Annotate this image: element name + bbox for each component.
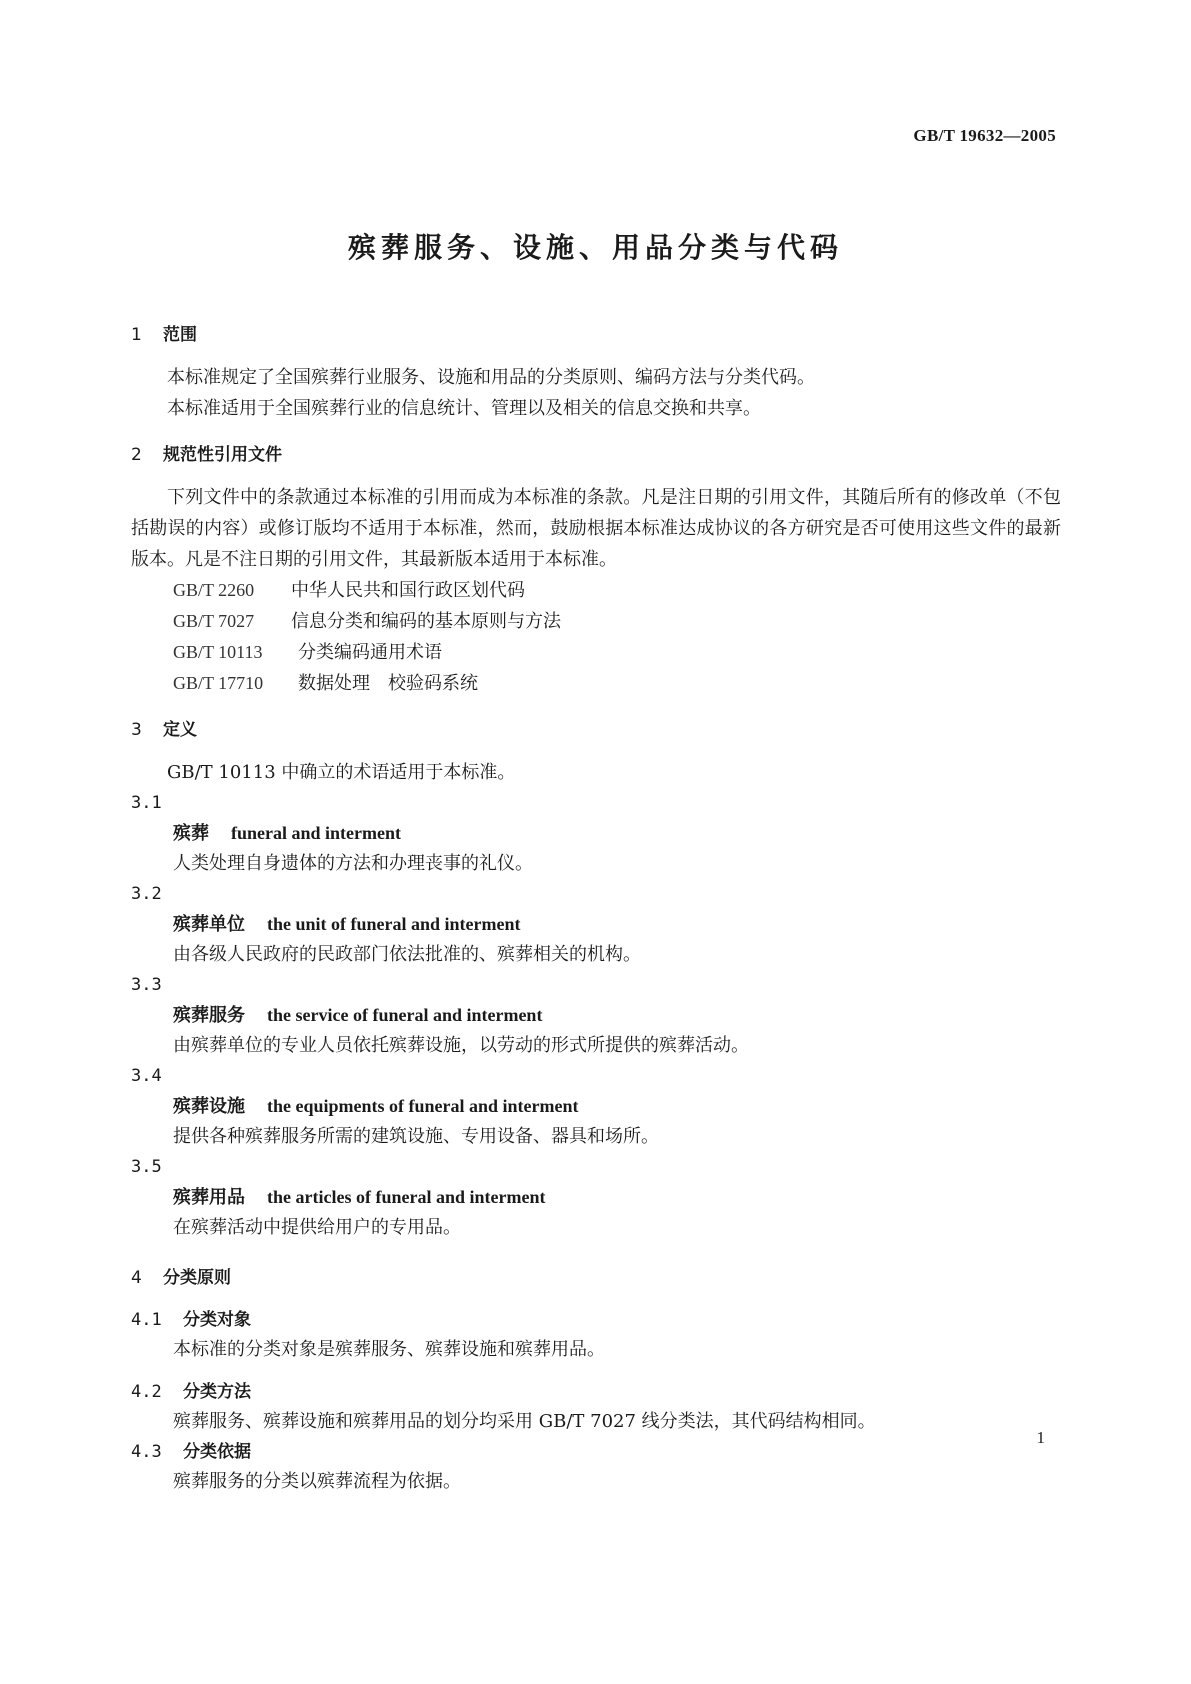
term-number: 3.5 (131, 1157, 162, 1177)
subsection-number: 4.2 (131, 1382, 162, 1402)
term-english: funeral and interment (231, 823, 401, 843)
paragraph: GB/T 10113 中确立的术语适用于本标准。 (167, 762, 516, 783)
section-title: 定义 (163, 720, 197, 740)
section-title: 范围 (163, 325, 197, 345)
subsection-title: 分类对象 (183, 1310, 251, 1330)
section-number: 1 (131, 325, 142, 345)
paragraph: 殡葬服务的分类以殡葬流程为依据。 (173, 1471, 461, 1492)
document-body (131, 320, 1061, 1497)
subsection-heading (131, 1377, 1061, 1407)
reference-name: 分类编码通用术语 (298, 642, 442, 663)
term-heading (131, 909, 1061, 940)
reference-code: GB/T 7027 (173, 611, 255, 631)
term-number: 3.2 (131, 884, 162, 904)
term-heading (131, 1182, 1061, 1213)
section-number: 3 (131, 720, 142, 740)
subsection-heading (131, 1305, 1061, 1335)
reference-item (131, 637, 1061, 668)
reference-item (131, 668, 1061, 699)
paragraph: 本标准的分类对象是殡葬服务、殡葬设施和殡葬用品。 (173, 1339, 605, 1360)
term-chinese: 殡葬 (173, 823, 209, 844)
paragraph: 下列文件中的条款通过本标准的引用而成为本标准的条款。凡是注日期的引用文件，其随后所有的修改单（不包括勘误的内容）或修订版均不适用于本标准，然而，鼓励根据本标准达成协议的各方研究是否可使用这些文件的最新版本。凡是不注日期的引用文件，其最新版本适用于本标准。 (131, 487, 1061, 570)
term-definition: 由各级人民政府的民政部门依法批准的、殡葬相关的机构。 (173, 944, 641, 965)
paragraph: 本标准适用于全国殡葬行业的信息统计、管理以及相关的信息交换和共享。 (167, 398, 761, 419)
term-number: 3.3 (131, 975, 162, 995)
reference-name: 中华人民共和国行政区划代码 (291, 580, 525, 601)
document-title: 殡葬服务、设施、用品分类与代码 (347, 231, 843, 264)
section-heading-normative-references (131, 440, 1061, 470)
section-heading-classification-principles (131, 1263, 1061, 1293)
term-chinese: 殡葬用品 (173, 1187, 245, 1208)
term-definition: 由殡葬单位的专业人员依托殡葬设施，以劳动的形式所提供的殡葬活动。 (173, 1035, 749, 1056)
reference-name: 信息分类和编码的基本原则与方法 (291, 611, 561, 632)
term-heading (131, 818, 1061, 849)
term-chinese: 殡葬设施 (173, 1096, 245, 1117)
paragraph: 本标准规定了全国殡葬行业服务、设施和用品的分类原则、编码方法与分类代码。 (167, 367, 815, 388)
section-heading-scope (131, 320, 1061, 350)
term-heading (131, 1091, 1061, 1122)
paragraph: 殡葬服务、殡葬设施和殡葬用品的划分均采用 GB/T 7027 线分类法，其代码结构相同。 (173, 1411, 876, 1432)
term-heading (131, 1000, 1061, 1031)
term-english: the articles of funeral and interment (267, 1187, 546, 1207)
section-number: 4 (131, 1268, 142, 1288)
standard-code: GB/T 19632—2005 (913, 126, 1056, 145)
section-title: 分类原则 (163, 1268, 231, 1288)
subsection-title: 分类依据 (183, 1442, 251, 1462)
reference-code: GB/T 10113 (173, 642, 263, 662)
term-chinese: 殡葬服务 (173, 1005, 245, 1026)
subsection-heading (131, 1437, 1061, 1467)
reference-item (131, 606, 1061, 637)
term-english: the unit of funeral and interment (267, 914, 521, 934)
section-number: 2 (131, 445, 142, 465)
subsection-title: 分类方法 (183, 1382, 251, 1402)
subsection-number: 4.3 (131, 1442, 162, 1462)
section-heading-definitions (131, 715, 1061, 745)
reference-item (131, 575, 1061, 606)
term-definition: 人类处理自身遗体的方法和办理丧事的礼仪。 (173, 853, 533, 874)
reference-code: GB/T 17710 (173, 673, 264, 693)
term-number: 3.1 (131, 793, 162, 813)
section-title: 规范性引用文件 (163, 445, 282, 465)
subsection-number: 4.1 (131, 1310, 162, 1330)
term-definition: 在殡葬活动中提供给用户的专用品。 (173, 1217, 461, 1238)
term-number: 3.4 (131, 1066, 162, 1086)
reference-name: 数据处理 校验码系统 (298, 673, 478, 694)
term-english: the service of funeral and interment (267, 1005, 543, 1025)
term-english: the equipments of funeral and interment (267, 1096, 579, 1116)
term-chinese: 殡葬单位 (173, 914, 245, 935)
reference-code: GB/T 2260 (173, 580, 255, 600)
term-definition: 提供各种殡葬服务所需的建筑设施、专用设备、器具和场所。 (173, 1126, 659, 1147)
page-number: 1 (1036, 1428, 1045, 1447)
